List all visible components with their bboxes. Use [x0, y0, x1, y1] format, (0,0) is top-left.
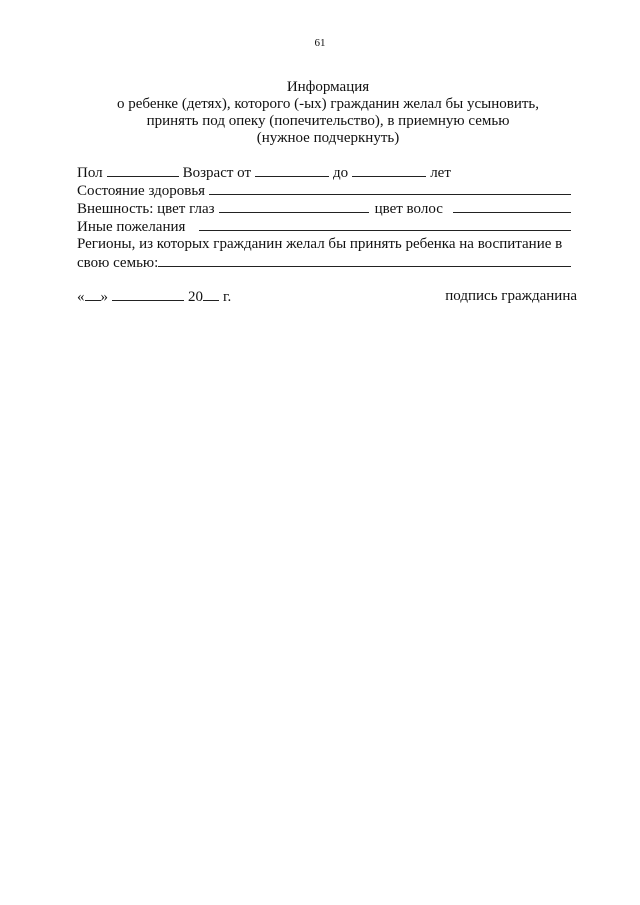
appearance-row: [77, 200, 573, 218]
sex-age-row: [77, 164, 497, 182]
date-month-field[interactable]: [112, 288, 184, 301]
age-from-field[interactable]: [255, 164, 329, 177]
date-close-quote: »: [100, 289, 108, 305]
regions-row-2: [77, 254, 573, 272]
year-suffix: г.: [223, 289, 232, 305]
document-subtitle-line-1: о ребенке (детях), которого (-ых) гражданин желал бы усыновить,: [116, 96, 540, 112]
wishes-field[interactable]: [199, 218, 571, 231]
sex-label: Пол: [77, 165, 103, 181]
wishes-row: [77, 218, 573, 236]
document-title: Информация: [286, 79, 370, 95]
sex-field[interactable]: [107, 164, 179, 177]
age-from-label: Возраст от: [182, 165, 252, 181]
page-number: 61: [314, 37, 326, 49]
health-row: [77, 182, 573, 200]
regions-field[interactable]: [158, 254, 571, 267]
eye-color-field[interactable]: [219, 200, 369, 213]
year-field[interactable]: [203, 288, 219, 301]
regions-row-1: [77, 236, 573, 253]
regions-label: Регионы, из которых гражданин желал бы принять ребенка на воспитание в: [77, 236, 563, 252]
document-subtitle-note: (нужное подчеркнуть): [256, 130, 400, 146]
age-unit-label: лет: [430, 165, 451, 181]
document-subtitle-line-2: принять под опеку (попечительство), в приемную семью: [146, 113, 510, 129]
health-label: Состояние здоровья: [77, 183, 206, 199]
regions-label-continued: свою семью:: [77, 255, 159, 271]
year-prefix: 20: [188, 289, 203, 305]
age-to-field[interactable]: [352, 164, 426, 177]
age-to-label: до: [333, 165, 349, 181]
date-block: [77, 288, 231, 306]
eye-color-label: Внешность: цвет глаз: [77, 201, 215, 217]
wishes-label: Иные пожелания: [77, 219, 186, 235]
date-day-field[interactable]: [85, 288, 101, 301]
signature-label: подпись гражданина: [445, 288, 577, 304]
hair-color-field[interactable]: [453, 200, 571, 213]
health-field[interactable]: [209, 182, 571, 195]
date-open-quote: «: [77, 289, 85, 305]
hair-color-label: цвет волос: [374, 201, 443, 217]
